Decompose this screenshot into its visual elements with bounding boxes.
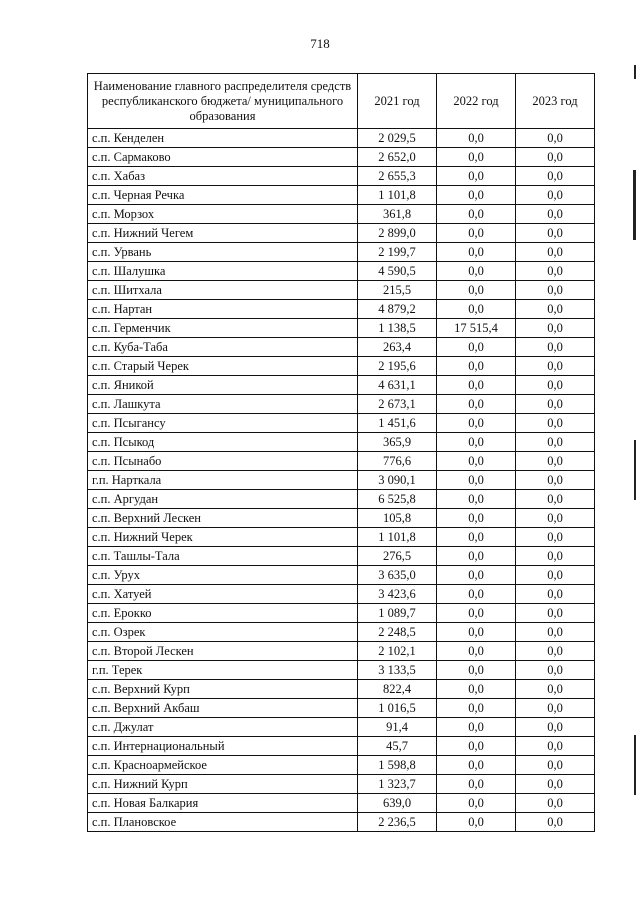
cell-recipient: г.п. Терек xyxy=(88,661,358,680)
table-row xyxy=(88,376,595,395)
cell-2021: 1 138,5 xyxy=(358,319,437,338)
cell-2021: 1 101,8 xyxy=(358,528,437,547)
budget-table xyxy=(87,73,595,832)
header-2021: 2021 год xyxy=(358,74,437,129)
cell-recipient: с.п. Интернациональный xyxy=(88,737,358,756)
cell-2022: 0,0 xyxy=(437,357,516,376)
cell-2022: 0,0 xyxy=(437,452,516,471)
cell-2023: 0,0 xyxy=(516,205,595,224)
cell-2021: 361,8 xyxy=(358,205,437,224)
cell-2021: 2 102,1 xyxy=(358,642,437,661)
cell-recipient: с.п. Красноармейское xyxy=(88,756,358,775)
cell-2022: 0,0 xyxy=(437,395,516,414)
cell-2021: 1 089,7 xyxy=(358,604,437,623)
table-row xyxy=(88,319,595,338)
table-row xyxy=(88,281,595,300)
cell-2022: 0,0 xyxy=(437,718,516,737)
table-row xyxy=(88,357,595,376)
cell-2023: 0,0 xyxy=(516,737,595,756)
table-row xyxy=(88,699,595,718)
cell-recipient: с.п. Нижний Черек xyxy=(88,528,358,547)
cell-2021: 6 525,8 xyxy=(358,490,437,509)
cell-2023: 0,0 xyxy=(516,680,595,699)
cell-2023: 0,0 xyxy=(516,661,595,680)
cell-2023: 0,0 xyxy=(516,376,595,395)
table-row xyxy=(88,414,595,433)
cell-2023: 0,0 xyxy=(516,224,595,243)
cell-2022: 0,0 xyxy=(437,509,516,528)
cell-2022: 0,0 xyxy=(437,262,516,281)
cell-2021: 3 423,6 xyxy=(358,585,437,604)
cell-2022: 0,0 xyxy=(437,129,516,148)
table-row xyxy=(88,395,595,414)
cell-2021: 4 879,2 xyxy=(358,300,437,319)
cell-recipient: с.п. Верхний Лескен xyxy=(88,509,358,528)
table-row xyxy=(88,262,595,281)
cell-recipient: с.п. Ташлы-Тала xyxy=(88,547,358,566)
cell-2023: 0,0 xyxy=(516,357,595,376)
cell-2021: 3 090,1 xyxy=(358,471,437,490)
cell-2021: 3 635,0 xyxy=(358,566,437,585)
cell-2021: 3 133,5 xyxy=(358,661,437,680)
table-row xyxy=(88,623,595,642)
table-row xyxy=(88,661,595,680)
cell-2023: 0,0 xyxy=(516,642,595,661)
table-row xyxy=(88,452,595,471)
cell-2021: 2 673,1 xyxy=(358,395,437,414)
cell-2023: 0,0 xyxy=(516,623,595,642)
cell-2021: 2 899,0 xyxy=(358,224,437,243)
cell-2022: 0,0 xyxy=(437,737,516,756)
cell-recipient: с.п. Нартан xyxy=(88,300,358,319)
cell-2023: 0,0 xyxy=(516,528,595,547)
cell-2022: 0,0 xyxy=(437,433,516,452)
cell-2022: 0,0 xyxy=(437,585,516,604)
cell-2022: 0,0 xyxy=(437,794,516,813)
scan-edge-mark xyxy=(634,440,636,500)
cell-2021: 2 236,5 xyxy=(358,813,437,832)
cell-2022: 0,0 xyxy=(437,167,516,186)
cell-2022: 0,0 xyxy=(437,471,516,490)
cell-recipient: г.п. Нарткала xyxy=(88,471,358,490)
cell-recipient: с.п. Морзох xyxy=(88,205,358,224)
table-row xyxy=(88,129,595,148)
cell-recipient: с.п. Псыкод xyxy=(88,433,358,452)
cell-2022: 0,0 xyxy=(437,281,516,300)
cell-2023: 0,0 xyxy=(516,262,595,281)
cell-2021: 1 451,6 xyxy=(358,414,437,433)
cell-2021: 2 655,3 xyxy=(358,167,437,186)
cell-recipient: с.п. Яникой xyxy=(88,376,358,395)
table-row xyxy=(88,528,595,547)
cell-2023: 0,0 xyxy=(516,604,595,623)
cell-recipient: с.п. Хабаз xyxy=(88,167,358,186)
cell-2021: 276,5 xyxy=(358,547,437,566)
cell-2021: 215,5 xyxy=(358,281,437,300)
cell-2022: 0,0 xyxy=(437,376,516,395)
cell-2023: 0,0 xyxy=(516,129,595,148)
scan-edge-mark xyxy=(634,65,636,79)
header-2022: 2022 год xyxy=(437,74,516,129)
cell-2021: 4 631,1 xyxy=(358,376,437,395)
table-row xyxy=(88,756,595,775)
cell-2022: 0,0 xyxy=(437,699,516,718)
table-row xyxy=(88,338,595,357)
cell-2022: 0,0 xyxy=(437,414,516,433)
cell-2022: 0,0 xyxy=(437,661,516,680)
cell-2023: 0,0 xyxy=(516,300,595,319)
cell-2023: 0,0 xyxy=(516,395,595,414)
cell-2023: 0,0 xyxy=(516,281,595,300)
cell-recipient: с.п. Второй Лескен xyxy=(88,642,358,661)
cell-2021: 365,9 xyxy=(358,433,437,452)
cell-2021: 639,0 xyxy=(358,794,437,813)
cell-2021: 4 590,5 xyxy=(358,262,437,281)
cell-2023: 0,0 xyxy=(516,585,595,604)
cell-2022: 0,0 xyxy=(437,642,516,661)
table-row xyxy=(88,471,595,490)
cell-2023: 0,0 xyxy=(516,509,595,528)
table-row xyxy=(88,243,595,262)
cell-2021: 105,8 xyxy=(358,509,437,528)
table-row xyxy=(88,433,595,452)
cell-2022: 0,0 xyxy=(437,775,516,794)
cell-recipient: с.п. Аргудан xyxy=(88,490,358,509)
cell-2023: 0,0 xyxy=(516,775,595,794)
cell-2023: 0,0 xyxy=(516,547,595,566)
cell-2021: 45,7 xyxy=(358,737,437,756)
cell-2023: 0,0 xyxy=(516,414,595,433)
cell-recipient: с.п. Сармаково xyxy=(88,148,358,167)
table-row xyxy=(88,224,595,243)
table-row xyxy=(88,680,595,699)
cell-2021: 91,4 xyxy=(358,718,437,737)
cell-2022: 0,0 xyxy=(437,243,516,262)
cell-2023: 0,0 xyxy=(516,167,595,186)
cell-2022: 0,0 xyxy=(437,205,516,224)
cell-recipient: с.п. Урвань xyxy=(88,243,358,262)
cell-2023: 0,0 xyxy=(516,148,595,167)
table-row xyxy=(88,186,595,205)
table-row xyxy=(88,566,595,585)
cell-2022: 0,0 xyxy=(437,756,516,775)
cell-recipient: с.п. Старый Черек xyxy=(88,357,358,376)
cell-2022: 0,0 xyxy=(437,300,516,319)
cell-2023: 0,0 xyxy=(516,566,595,585)
cell-2023: 0,0 xyxy=(516,699,595,718)
cell-2021: 2 248,5 xyxy=(358,623,437,642)
cell-2023: 0,0 xyxy=(516,813,595,832)
table-row xyxy=(88,490,595,509)
cell-2022: 0,0 xyxy=(437,224,516,243)
table-row xyxy=(88,148,595,167)
cell-2023: 0,0 xyxy=(516,490,595,509)
scan-edge-mark xyxy=(633,170,636,240)
cell-2022: 0,0 xyxy=(437,813,516,832)
cell-recipient: с.п. Псыгансу xyxy=(88,414,358,433)
cell-2022: 0,0 xyxy=(437,338,516,357)
table-row xyxy=(88,585,595,604)
cell-2022: 0,0 xyxy=(437,604,516,623)
cell-recipient: с.п. Новая Балкария xyxy=(88,794,358,813)
cell-recipient: с.п. Нижний Чегем xyxy=(88,224,358,243)
cell-2022: 17 515,4 xyxy=(437,319,516,338)
cell-recipient: с.п. Шалушка xyxy=(88,262,358,281)
cell-2023: 0,0 xyxy=(516,186,595,205)
cell-2021: 822,4 xyxy=(358,680,437,699)
cell-2021: 2 029,5 xyxy=(358,129,437,148)
cell-recipient: с.п. Куба-Таба xyxy=(88,338,358,357)
cell-recipient: с.п. Герменчик xyxy=(88,319,358,338)
cell-2021: 2 195,6 xyxy=(358,357,437,376)
table-row xyxy=(88,604,595,623)
cell-2023: 0,0 xyxy=(516,794,595,813)
cell-recipient: с.п. Хатуей xyxy=(88,585,358,604)
cell-recipient: с.п. Урух xyxy=(88,566,358,585)
cell-recipient: с.п. Лашкута xyxy=(88,395,358,414)
table-row xyxy=(88,794,595,813)
cell-2022: 0,0 xyxy=(437,623,516,642)
cell-recipient: с.п. Кенделен xyxy=(88,129,358,148)
table-row xyxy=(88,167,595,186)
cell-2022: 0,0 xyxy=(437,680,516,699)
cell-2023: 0,0 xyxy=(516,243,595,262)
cell-recipient: с.п. Черная Речка xyxy=(88,186,358,205)
cell-recipient: с.п. Верхний Акбаш xyxy=(88,699,358,718)
cell-recipient: с.п. Шитхала xyxy=(88,281,358,300)
table-row xyxy=(88,775,595,794)
cell-2023: 0,0 xyxy=(516,756,595,775)
cell-2021: 1 016,5 xyxy=(358,699,437,718)
table-row xyxy=(88,737,595,756)
table-body xyxy=(88,129,595,832)
cell-2022: 0,0 xyxy=(437,528,516,547)
table-row xyxy=(88,205,595,224)
cell-2022: 0,0 xyxy=(437,148,516,167)
table-header-row xyxy=(88,74,595,129)
cell-2023: 0,0 xyxy=(516,471,595,490)
header-2023: 2023 год xyxy=(516,74,595,129)
cell-2021: 1 323,7 xyxy=(358,775,437,794)
cell-2022: 0,0 xyxy=(437,186,516,205)
cell-2023: 0,0 xyxy=(516,433,595,452)
cell-2021: 776,6 xyxy=(358,452,437,471)
cell-recipient: с.п. Ерокко xyxy=(88,604,358,623)
scan-edge-mark xyxy=(634,735,636,795)
cell-2022: 0,0 xyxy=(437,547,516,566)
cell-recipient: с.п. Джулат xyxy=(88,718,358,737)
cell-2021: 2 652,0 xyxy=(358,148,437,167)
cell-recipient: с.п. Озрек xyxy=(88,623,358,642)
cell-2021: 1 598,8 xyxy=(358,756,437,775)
cell-2023: 0,0 xyxy=(516,319,595,338)
cell-recipient: с.п. Нижний Курп xyxy=(88,775,358,794)
cell-2021: 1 101,8 xyxy=(358,186,437,205)
cell-2023: 0,0 xyxy=(516,452,595,471)
cell-2021: 263,4 xyxy=(358,338,437,357)
table-row xyxy=(88,642,595,661)
cell-2023: 0,0 xyxy=(516,338,595,357)
table-row xyxy=(88,300,595,319)
cell-2022: 0,0 xyxy=(437,566,516,585)
table-row xyxy=(88,509,595,528)
cell-recipient: с.п. Плановское xyxy=(88,813,358,832)
cell-2021: 2 199,7 xyxy=(358,243,437,262)
page-number: 718 xyxy=(310,36,330,51)
table-row xyxy=(88,547,595,566)
header-recipient: Наименование главного распределителя средств республиканского бюджета/ муниципального образования xyxy=(88,74,358,129)
cell-recipient: с.п. Верхний Курп xyxy=(88,680,358,699)
table-row xyxy=(88,813,595,832)
cell-2022: 0,0 xyxy=(437,490,516,509)
table-row xyxy=(88,718,595,737)
cell-2023: 0,0 xyxy=(516,718,595,737)
cell-recipient: с.п. Псынабо xyxy=(88,452,358,471)
